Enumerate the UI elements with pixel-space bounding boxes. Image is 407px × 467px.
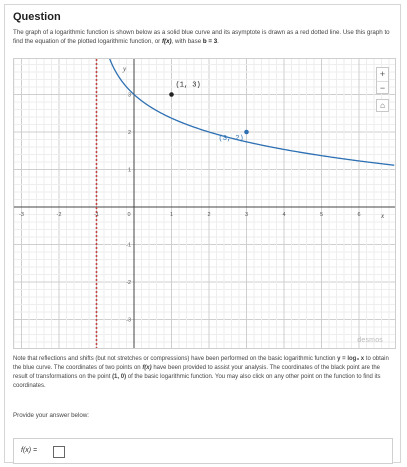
question-text xyxy=(13,28,393,46)
x-tick-label: 3 xyxy=(244,212,249,218)
note-part4: of the basic logarithmic function. You may also click on any other point on the function to find its coordinates. xyxy=(13,374,381,389)
answer-input[interactable] xyxy=(53,446,65,458)
y-tick-label: 2 xyxy=(127,130,131,136)
answer-box xyxy=(13,438,393,464)
desmos-graph[interactable] xyxy=(13,58,396,349)
y-tick-label: 3 xyxy=(127,92,131,99)
question-text-part2: , with base xyxy=(171,38,203,45)
note-basic-fn: y = log₃ x xyxy=(337,356,365,362)
note-fx: f(x) xyxy=(142,365,152,371)
x-tick-label: 4 xyxy=(282,212,286,218)
question-text-part1: The graph of a logarithmic function is shown below as a solid blue curve and its asymptote is drawn as a red dotted line. Use this graph to find the equation of the plotted logarithmic function, or xyxy=(13,29,390,45)
note-text xyxy=(13,355,396,391)
x-tick-label: -2 xyxy=(56,212,62,218)
desmos-watermark: desmos xyxy=(357,337,383,344)
point-label: (1, 3) xyxy=(175,81,201,90)
note-part2: to obtain the blue curve. The coordinates of two points on xyxy=(13,356,389,371)
x-tick-label: -1 xyxy=(94,212,99,218)
note-point: (1, 0) xyxy=(112,374,127,380)
question-title: Question xyxy=(13,11,61,23)
note-part1: Note that reflections and shifts (but not stretches or compressions) have been performed on the basic logarithmic function xyxy=(13,356,338,362)
x-tick-label: 1 xyxy=(169,212,174,218)
y-tick-label: 1 xyxy=(127,167,131,174)
y-tick-label: -2 xyxy=(126,280,131,286)
x-tick-label: 5 xyxy=(319,212,324,218)
zoom-out-button[interactable]: − xyxy=(379,83,386,93)
zoom-controls xyxy=(376,67,389,94)
graph-canvas[interactable] xyxy=(14,59,395,348)
note-part3: have been provided to assist your analysis. The coordinates of the black point are the result of transformations on the point xyxy=(13,365,381,380)
question-card xyxy=(4,4,401,463)
y-tick-label: -3 xyxy=(126,317,131,324)
y-axis-label: y xyxy=(123,65,127,73)
x-tick-label: 6 xyxy=(357,212,361,218)
question-base: b = 3 xyxy=(202,38,218,45)
point-marker xyxy=(244,130,249,135)
point-label: (3, 2) xyxy=(218,135,244,143)
y-tick-label: -1 xyxy=(126,242,131,249)
question-fx: f(x) xyxy=(161,38,172,45)
home-button[interactable]: ⌂ xyxy=(376,99,389,112)
answer-fx-label: f(x) = xyxy=(21,447,38,454)
x-tick-label: -3 xyxy=(19,212,24,218)
x-tick-label: 2 xyxy=(207,212,211,218)
zoom-in-button[interactable]: + xyxy=(377,68,388,82)
x-tick-label: 0 xyxy=(127,212,131,218)
x-axis-label: x xyxy=(381,212,385,220)
question-text-part3: . xyxy=(217,38,219,45)
point-marker xyxy=(169,92,174,97)
provide-answer-label: Provide your answer below: xyxy=(13,412,90,419)
